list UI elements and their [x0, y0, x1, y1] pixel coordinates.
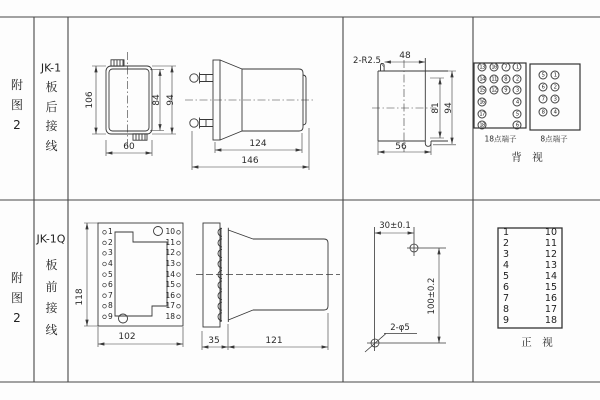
dim-102: 102: [118, 332, 136, 342]
terminal-point: 17: [479, 111, 485, 118]
label-18-point-terminal: 18点端子: [484, 134, 517, 143]
terminal-point: 15: [479, 87, 485, 94]
terminal-point: 9: [501, 86, 510, 95]
jk1-side-view-drawing: [185, 60, 315, 170]
terminal-point: 8: [501, 74, 510, 83]
dim-94: 94: [166, 94, 176, 106]
plate-terminal-number: 11: [165, 237, 175, 247]
plate-terminal-number: 4: [108, 259, 113, 268]
terminal-point: 18: [479, 122, 485, 129]
jk1-rear-view-drawing: [92, 52, 176, 156]
jk1q-side-view-drawing: [196, 223, 340, 350]
table-terminal-number: 15: [544, 282, 557, 293]
table-terminal-number: 1: [503, 227, 510, 238]
plate-terminal-number: 10: [165, 227, 175, 237]
dim-hole-diameter: 2-φ5: [390, 322, 410, 333]
dim-124: 124: [249, 138, 267, 149]
terminal-point: 4: [513, 98, 522, 107]
dim-35: 35: [208, 335, 220, 346]
dim-146: 146: [241, 155, 259, 166]
table-terminal-number: 11: [544, 238, 557, 249]
terminal-point: 2: [551, 83, 560, 92]
table-terminal-number: 14: [544, 271, 557, 282]
terminal-point: 7: [501, 63, 510, 72]
terminal-point: 5: [513, 109, 522, 118]
terminal-point: 8: [539, 108, 548, 117]
terminal-point: 10: [491, 64, 497, 71]
table-terminal-number: 5: [503, 271, 510, 282]
dim-56: 56: [395, 141, 407, 152]
terminal-point: 11: [491, 76, 497, 83]
table-terminal-number: 9: [503, 315, 510, 326]
terminal-point: 4: [551, 108, 560, 117]
table-terminal-number: 8: [503, 304, 510, 315]
table-terminal-number: 2: [503, 238, 510, 249]
figure-label-row2: 附图2: [10, 271, 23, 325]
terminal-point: 2: [513, 74, 522, 83]
plate-terminal-number: 16: [165, 290, 175, 300]
dim-100-tolerance: 100±0.2: [426, 277, 437, 314]
table-terminal-number: 13: [544, 260, 557, 271]
plate-terminal-number: 5: [108, 269, 113, 279]
dim-121: 121: [265, 335, 283, 346]
table-terminal-number: 16: [544, 293, 557, 304]
plate-terminal-number: 1: [108, 227, 113, 237]
table-terminal-number: 3: [503, 249, 510, 260]
plate-terminal-number: 3: [108, 248, 113, 258]
wiring-label-jk1q: 板前接线: [45, 258, 58, 337]
label-front-view: 正 视: [521, 336, 553, 349]
label-back-view: 背 视: [511, 151, 543, 164]
rear-terminal-boxes: [474, 63, 580, 130]
plate-terminal-number: 18: [165, 311, 175, 321]
dim-30-tolerance: 30±0.1: [379, 221, 411, 231]
table-terminal-number: 18: [544, 315, 557, 326]
plate-terminal-number: 14: [165, 269, 175, 279]
terminal-point: 3: [513, 86, 522, 95]
dim-118: 118: [75, 288, 85, 306]
plate-terminal-number: 13: [165, 259, 175, 268]
dim-94-cutout: 94: [443, 102, 454, 114]
terminal-point: 12: [491, 87, 497, 94]
terminal-point: 6: [513, 121, 522, 130]
table-terminal-number: 17: [544, 304, 557, 315]
model-label-jk1q: JK-1Q: [36, 232, 66, 246]
dim-81: 81: [431, 102, 441, 114]
table-grid: [0, 17, 600, 382]
plate-terminal-number: 15: [165, 280, 175, 290]
model-label-jk1: JK-1: [40, 61, 62, 75]
terminal-point: 13: [479, 64, 485, 71]
table-terminal-number: 10: [544, 227, 557, 238]
table-terminal-number: 12: [544, 249, 557, 260]
table-terminal-number: 7: [503, 293, 510, 304]
plate-terminal-number: 7: [108, 290, 113, 300]
plate-terminal-number: 12: [165, 248, 175, 258]
terminal-point: 5: [539, 71, 548, 80]
terminal-point: 16: [479, 99, 485, 106]
plate-terminal-number: 17: [165, 301, 175, 311]
plate-terminal-number: 2: [108, 237, 113, 247]
dim-84: 84: [151, 94, 162, 106]
label-8-point-terminal: 8点端子: [540, 134, 568, 143]
dim-2-r2-5: 2-R2.5: [353, 56, 381, 66]
table-terminal-number: 4: [503, 260, 510, 271]
dim-60: 60: [123, 141, 135, 152]
wiring-label-jk1: 板后接线: [45, 80, 58, 153]
plate-terminal-number: 9: [108, 311, 113, 321]
terminal-point: 1: [513, 63, 522, 72]
terminal-point: 1: [551, 71, 560, 80]
figure-label-row1: 附图2: [10, 78, 23, 132]
dim-48: 48: [399, 51, 411, 61]
terminal-point: 7: [539, 95, 548, 104]
plate-terminal-number: 8: [108, 301, 113, 311]
terminal-point: 14: [479, 76, 485, 83]
table-terminal-number: 6: [503, 282, 510, 293]
plate-terminal-number: 6: [108, 280, 113, 290]
dim-106: 106: [85, 91, 95, 109]
terminal-point: 3: [551, 95, 560, 104]
terminal-point: 6: [539, 83, 548, 92]
